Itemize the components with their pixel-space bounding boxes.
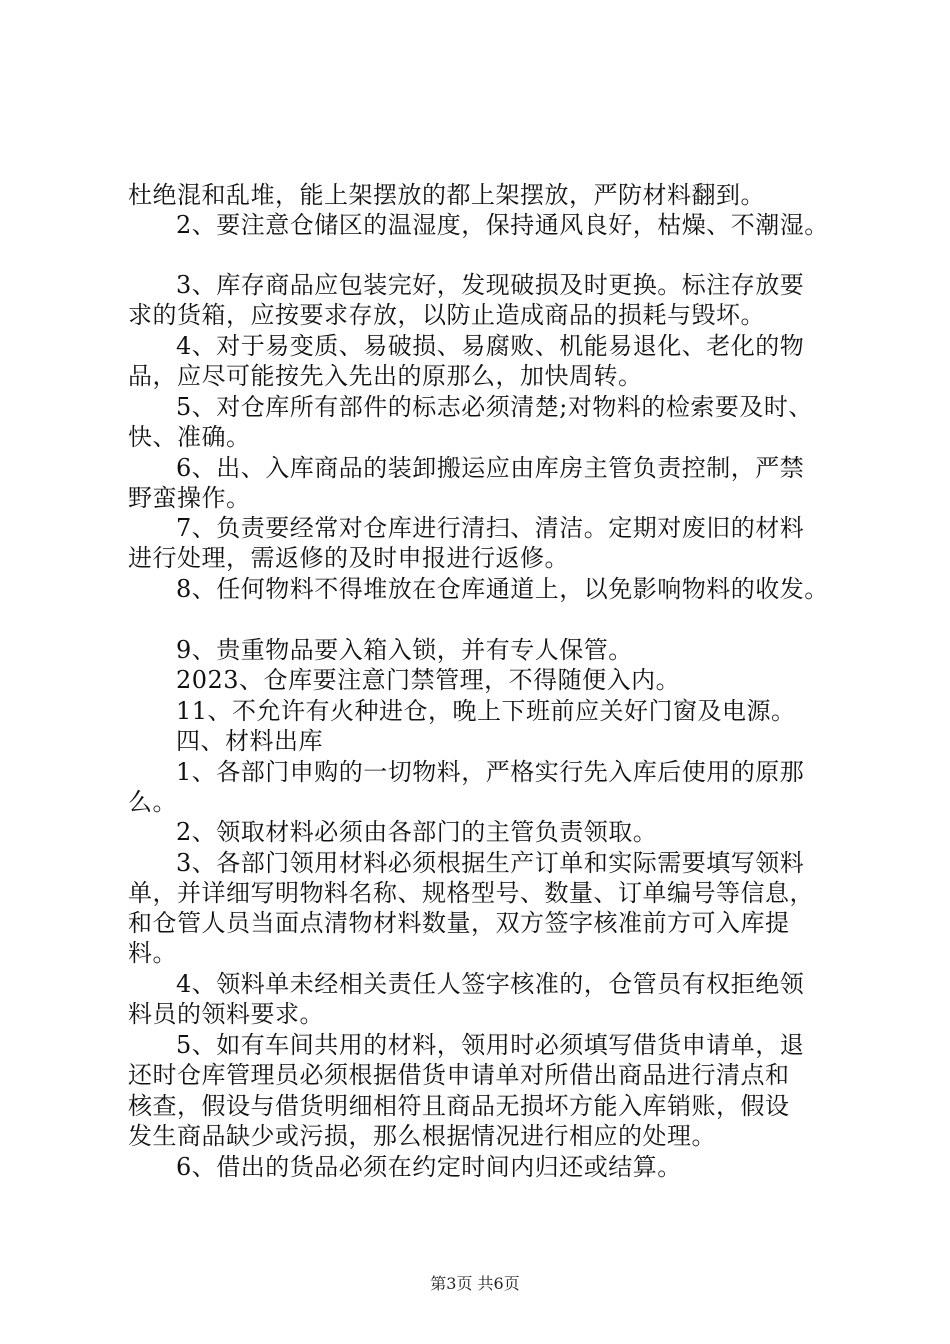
text-line: 9、贵重物品要入箱入锁，并有专人保管。 <box>176 636 633 664</box>
text-line: 1、各部门申购的一切物料，严格实行先入库后使用的原那 <box>176 758 805 786</box>
text-line: 品，应尽可能按先入先出的原那么，加快周转。 <box>128 362 643 390</box>
text-line: 11、不允许有火种进仓，晚上下班前应关好门窗及电源。 <box>176 697 796 725</box>
text-line: 8、任何物料不得堆放在仓库通道上，以免影响物料的收发。 <box>176 575 829 603</box>
text-line: 核查，假设与借货明细相符且商品无损坏方能入库销账，假设 <box>128 1092 790 1120</box>
text-line: 4、领料单未经相关责任人签字核准的，仓管员有权拒绝领 <box>176 970 805 998</box>
text-line: 3、各部门领用材料必须根据生产订单和实际需要填写领料 <box>176 849 805 877</box>
text-line: 进行处理，需返修的及时申报进行返修。 <box>128 544 569 572</box>
text-line: 5、如有车间共用的材料，领用时必须填写借货申请单，退 <box>176 1031 805 1059</box>
text-line: 和仓管人员当面点清物材料数量，双方签字核准前方可入库提 <box>128 909 790 937</box>
text-line: 2023、仓库要注意门禁管理，不得随便入内。 <box>176 666 681 694</box>
text-line: 3、库存商品应包装完好，发现破损及时更换。标注存放要 <box>176 271 805 299</box>
section-heading: 四、材料出库 <box>176 727 323 755</box>
text-line: 2、要注意仓储区的温湿度，保持通风良好，枯燥、不潮湿。 <box>176 211 829 239</box>
text-line: 杜绝混和乱堆，能上架摆放的都上架摆放，严防材料翻到。 <box>128 181 765 209</box>
text-line: 4、对于易变质、易破损、易腐败、机能易退化、老化的物 <box>176 332 805 360</box>
text-line: 5、对仓库所有部件的标志必须清楚;对物料的检索要及时、 <box>176 393 813 421</box>
text-line: 么。 <box>128 788 177 816</box>
text-line: 7、负责要经常对仓库进行清扫、清洁。定期对废旧的材料 <box>176 514 805 542</box>
text-line: 发生商品缺少或污损，那么根据情况进行相应的处理。 <box>128 1122 716 1150</box>
text-line: 6、借出的货品必须在约定时间内归还或结算。 <box>176 1153 682 1181</box>
text-line: 求的货箱，应按要求存放，以防止造成商品的损耗与毁坏。 <box>128 301 765 329</box>
text-line: 料。 <box>128 939 177 967</box>
text-line: 快、准确。 <box>128 423 251 451</box>
text-line: 单，并详细写明物料名称、规格型号、数量、订单编号等信息， <box>128 879 814 907</box>
text-line: 2、领取材料必须由各部门的主管负责领取。 <box>176 818 658 846</box>
text-line: 料员的领料要求。 <box>128 1000 324 1028</box>
text-line: 6、出、入库商品的装卸搬运应由库房主管负责控制，严禁 <box>176 454 805 482</box>
text-line: 还时仓库管理员必须根据借货申请单对所借出商品进行清点和 <box>128 1061 790 1089</box>
page-number-footer: 第3页 共6页 <box>430 1274 520 1293</box>
text-line: 野蛮操作。 <box>128 484 251 512</box>
